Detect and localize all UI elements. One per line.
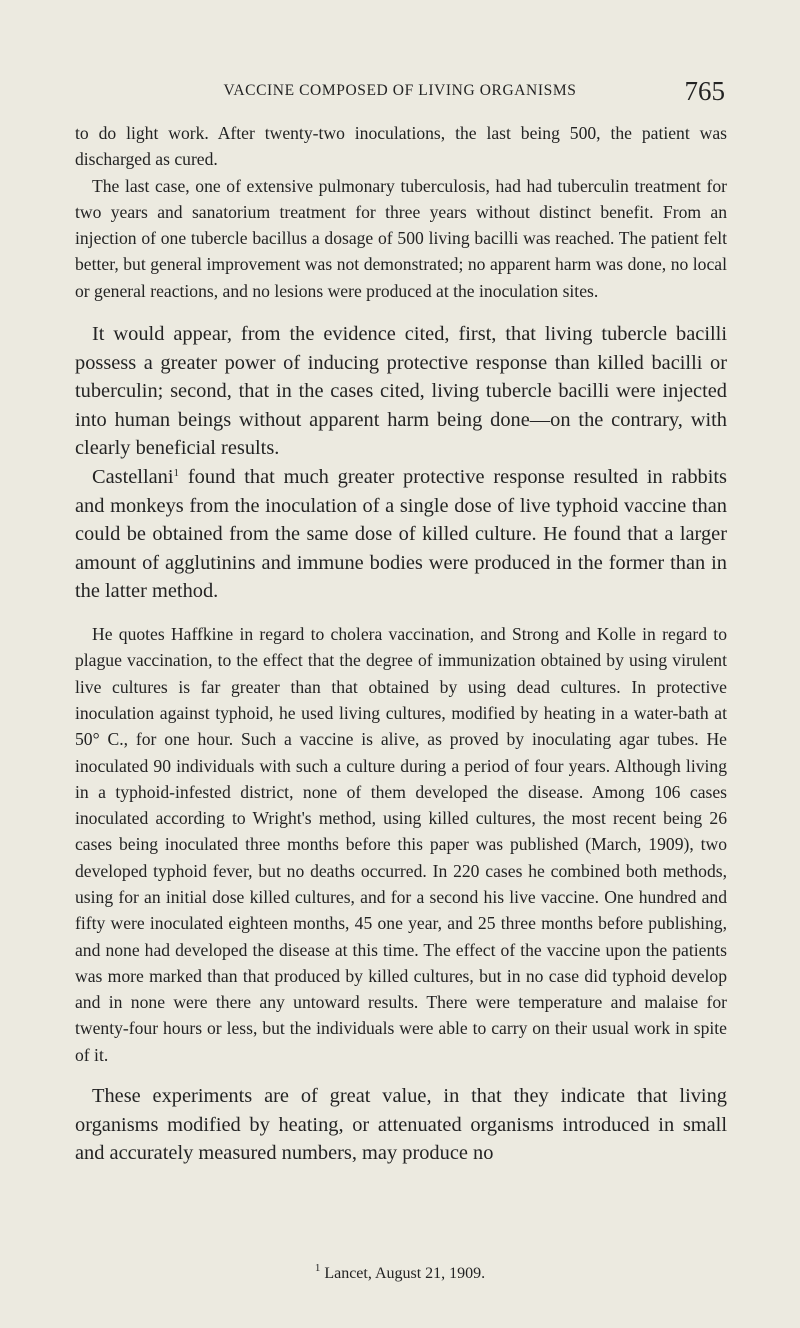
paragraph-evidence-summary: It would appear, from the evidence cited, first, that living tubercle bacilli possess a greater power of inducing protective response than killed bacilli or tuberculin; second, that in the cases cited, living tubercle bacilli were injected into human beings without apparent harm being done—on the contrary, with clearly beneficial results.: [75, 323, 727, 460]
footnote-marker: 1: [314, 1262, 321, 1274]
page-number: 765: [684, 76, 725, 106]
running-head: VACCINE COMPOSED OF LIVING ORGANISMS: [223, 82, 577, 99]
paragraph-experiments-value: These experiments are of great value, in that they indicate that living organisms modified by heating, or attenuated organisms introduced in small and accurately measured numbers, may produce no: [75, 1085, 727, 1165]
paragraph-castellani-text: found that much greater protective response resulted in rabbits and monkeys from the inoculation of a single dose of live typhoid vaccine than could be obtained from the same dose of killed culture. He found that a larger amount of agglutinins and immune bodies were produced in the former than in the latter method.: [75, 466, 727, 603]
paragraph-castellani: [75, 463, 727, 606]
footnote-text: Lancet, August 21, 1909.: [320, 1265, 486, 1282]
author-name: Castellani: [92, 466, 174, 489]
paragraph-last-case: The last case, one of extensive pulmonary tuberculosis, had had tuberculin treatment for two years and sanatorium treatment for three years without distinct benefit. From an injection of one tubercle bacillus a dosage of 500 living bacilli was reached. The patient felt better, but general improvement was not demonstrated; no apparent harm was done, no local or general reactions, and no lesions were produced at the inoculation sites.: [75, 175, 727, 301]
paragraph-continuation: to do light work. After twenty-two inoculations, the last being 500, the patient was discharged as cured.: [75, 123, 727, 170]
paragraph-haffkine: He quotes Haffkine in regard to cholera vaccination, and Strong and Kolle in regard to plague vaccination, to the effect that the degree of immunization obtained by using virulent live cultures is far greater than that obtained by using dead cultures. In protective inoculation against typhoid, he used living cultures, modified by heating in a water-bath at 50° C., for one hour. Such a vaccine is alive, as proved by inoculating agar tubes. He inoculated 90 individuals with such a culture during a period of four years. Although living in a typhoid-infested district, none of them developed the disease. Among 106 cases inoculated according to Wright's method, using killed cultures, the most recent being 26 cases being inoculated three months before this paper was published (March, 1909), two developed typhoid fever, but no deaths occurred. In 220 cases he combined both methods, using for an initial dose killed cultures, and for a second his live vaccine. One hundred and fifty were inoculated eighteen months, 45 one year, and 25 three months before publishing, and none had developed the disease at this time. The effect of the vaccine upon the patients was more marked than that produced by killed cultures, but in no case did typhoid develop and in none were there any untoward results. There were temperature and malaise for twenty-four hours or less, but the individuals were able to carry on their usual work in spite of it.: [75, 624, 727, 1065]
footnote-reference: 1: [173, 467, 180, 480]
page-header: [0, 76, 800, 116]
body-text: [75, 120, 727, 1168]
footnote: [0, 1262, 800, 1283]
